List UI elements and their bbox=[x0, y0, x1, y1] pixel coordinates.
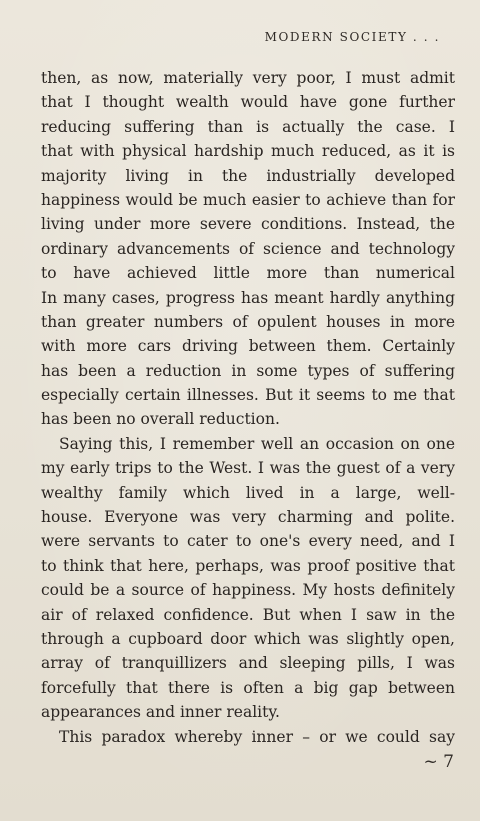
text-line: with more cars driving between them. Certainly bbox=[41, 337, 455, 356]
text-line: house. Everyone was very charming and polite. bbox=[41, 508, 455, 527]
text-line: to think that here, perhaps, was proof positive that bbox=[41, 556, 455, 575]
text-line: to have achieved little more than numerical bbox=[41, 264, 455, 283]
text-line: living under more severe conditions. Instead, the bbox=[41, 215, 455, 234]
text-line: appearances and inner reality. bbox=[41, 703, 280, 722]
text-line: majority living in the industrially developed bbox=[41, 166, 455, 185]
text-line: ordinary advancements of science and technology bbox=[41, 239, 455, 258]
text-line: forcefully that there is often a big gap between bbox=[41, 678, 455, 697]
text-line: air of relaxed confidence. But when I saw in the bbox=[41, 605, 455, 624]
body-text bbox=[41, 66, 455, 749]
text-line: than greater numbers of opulent houses in more bbox=[41, 312, 455, 331]
text-line: array of tranquillizers and sleeping pills, I was bbox=[41, 654, 455, 673]
text-line: could be a source of happiness. My hosts definitely bbox=[41, 581, 455, 600]
text-line: has been no overall reduction. bbox=[41, 410, 280, 429]
text-line: wealthy family which lived in a large, well- bbox=[41, 483, 455, 502]
text-line: happiness would be much easier to achieve than for bbox=[41, 190, 455, 209]
text-line: that with physical hardship much reduced, as it is bbox=[41, 142, 455, 161]
text-line: that I thought wealth would have gone further bbox=[41, 93, 455, 112]
text-line: especially certain illnesses. But it seems to me that bbox=[41, 386, 455, 405]
text-line: were servants to cater to one's every need, and I bbox=[41, 532, 455, 551]
running-head: MODERN SOCIETY . . . bbox=[264, 30, 440, 44]
text-line: In many cases, progress has meant hardly anything bbox=[41, 288, 455, 307]
text-line: through a cupboard door which was slightly open, bbox=[41, 629, 455, 648]
text-line: reducing suffering than is actually the case. I bbox=[41, 117, 455, 136]
text-line: This paradox whereby inner – or we could say bbox=[59, 727, 455, 746]
text-line: has been a reduction in some types of suffering bbox=[41, 361, 455, 380]
text-line: my early trips to the West. I was the guest of a very bbox=[41, 459, 455, 478]
text-line: Saying this, I remember well an occasion on one bbox=[59, 434, 455, 453]
text-line: then, as now, materially very poor, I must admit bbox=[41, 69, 455, 87]
page-number: ~ 7 bbox=[423, 752, 454, 772]
